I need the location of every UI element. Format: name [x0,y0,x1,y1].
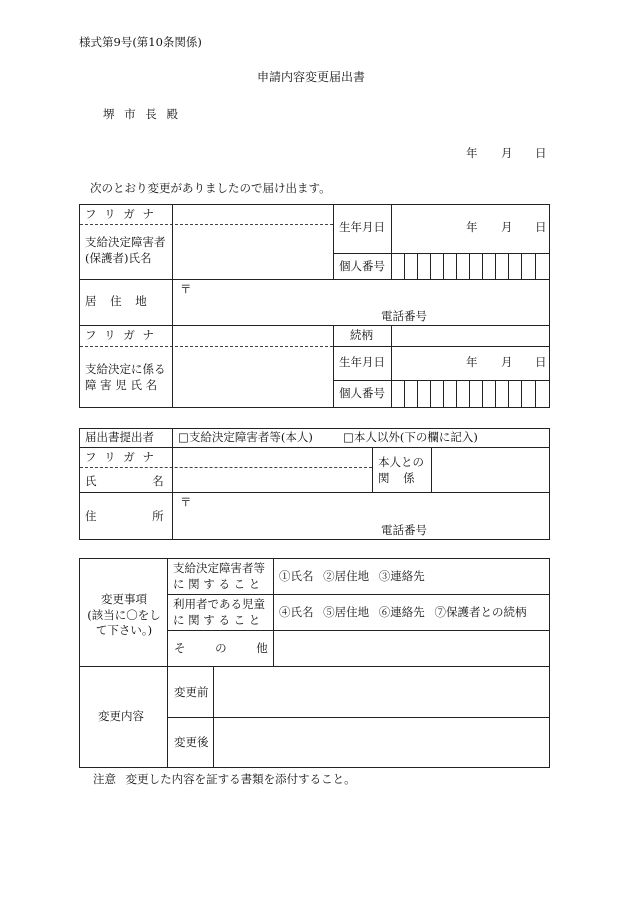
before-change-label: 変更前 [174,685,209,699]
divider [391,205,392,279]
change-table [79,558,550,768]
date-year: 年 [466,146,478,160]
individual-number-label-child: 個人番号 [339,386,385,400]
after-change-label: 変更後 [174,735,209,749]
furigana-label: フ リ ガ ナ [85,207,154,221]
dashed-divider [80,224,333,225]
change-items-label: 変更事項 (該当に〇をし て下さい。) [87,592,161,638]
birth-year-child: 年 [466,355,478,369]
birthdate-label-child: 生年月日 [339,355,385,369]
beneficiary-related-label: 支給決定障害者等 に 関 す る こ と [173,561,265,591]
birthdate-label: 生年月日 [339,220,385,234]
form-number: 様式第9号(第10条関係) [79,35,202,49]
submitter-postal-mark: 〒 [180,495,192,509]
beneficiary-name-label: 支給決定障害者 (保護者)氏名 [85,235,166,265]
birth-month: 月 [501,220,513,234]
submitter-label: 届出書提出者 [85,430,154,444]
relationship-label: 続柄 [350,328,373,342]
change-content-label: 変更内容 [98,709,144,723]
birth-year: 年 [466,220,478,234]
submitter-option-other[interactable]: □本人以外(下の欄に記入) [343,430,478,444]
address-label: 居 住 地 [85,294,147,308]
submitter-option-self[interactable]: □支給決定障害者等(本人) [178,430,313,444]
divider [333,205,334,279]
other-label: そ の 他 [174,641,268,655]
submitter-address-label: 住 所 [85,509,164,523]
birth-day-child: 日 [535,355,547,369]
submitter-phone-label: 電話番号 [381,523,427,537]
relation-to-self-label: 本人との 関 係 [378,455,424,485]
divider [391,326,392,407]
birth-day: 日 [535,220,547,234]
phone-label: 電話番号 [381,309,427,323]
divider [172,205,173,407]
intro-text: 次のとおり変更がありましたので届け出ます。 [90,181,331,195]
addressee: 堺 市 長 殿 [103,107,178,121]
form-title: 申請内容変更届出書 [257,70,366,84]
attachment-note: 注意 変更した内容を証する書類を添付すること。 [93,772,356,786]
submitter-furigana-label: フ リ ガ ナ [85,450,154,464]
dashed-divider [80,346,333,347]
divider [333,346,549,347]
birth-month-child: 月 [501,355,513,369]
child-name-label: 支給決定に係る 障 害 児 氏 名 [85,362,166,392]
divider [333,326,334,407]
divider [333,380,549,381]
beneficiary-change-options[interactable]: ①氏名 ②居住地 ③連絡先 [279,569,425,583]
child-related-label: 利用者である児童 に 関 す る こ と [173,597,265,627]
furigana-label-child: フ リ ガ ナ [85,328,154,342]
divider [80,279,549,280]
date-day: 日 [535,146,547,160]
child-change-options[interactable]: ④氏名 ⑤居住地 ⑥連絡先 ⑦保護者との続柄 [279,605,527,619]
individual-number-label: 個人番号 [339,259,385,273]
divider [333,253,549,254]
postal-mark: 〒 [180,282,192,296]
submitter-name-label: 氏 名 [85,474,164,488]
date-month: 月 [501,146,513,160]
divider [80,325,549,326]
